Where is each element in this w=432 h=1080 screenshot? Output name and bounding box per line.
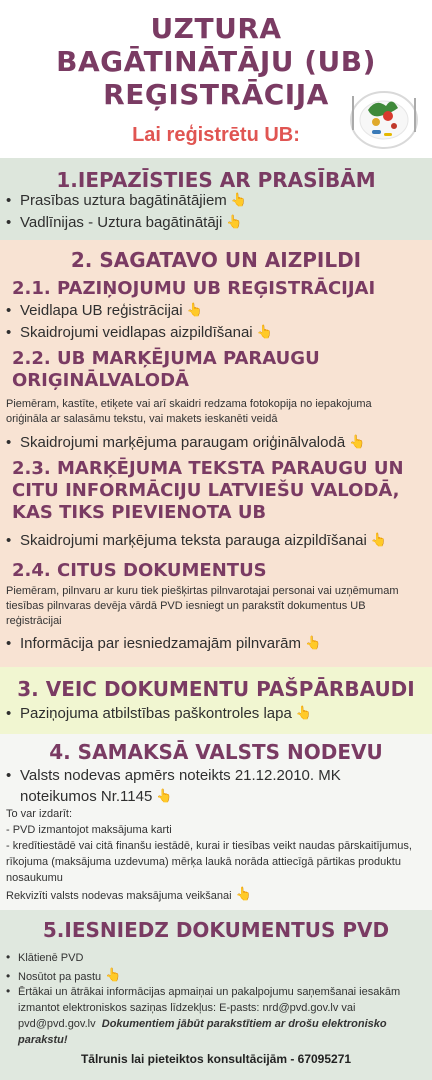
title-line: UZTURA — [150, 12, 282, 45]
bullet-dot: • — [6, 969, 11, 983]
note-text: Piemēram, kastīte, etiķete vai arī skaidri redzama fotokopija no iepakojuma oriģināla ar salasāmu tekstu, vai makets ieskanēti veidā — [6, 398, 372, 425]
list-item[interactable]: • Vadlīnijas - Uztura bagātinātāji 👆 — [6, 214, 243, 231]
subsection-heading: 2.1. PAZIŅOJUMU UB REĢISTRĀCIJAI — [12, 278, 376, 299]
section-heading: 5.IESNIEDZ DOKUMENTUS PVD — [42, 918, 390, 942]
title-line: REĢISTRĀCIJA — [103, 78, 329, 111]
phone-line: Tālrunis lai pieteiktos konsultācijām - 67095271 — [80, 1052, 352, 1066]
section-requirements — [0, 158, 432, 240]
list-item[interactable]: • Skaidrojumi veidlapas aizpildīšanai 👆 — [6, 324, 273, 341]
section-heading: 4. SAMAKSĀ VALSTS NODEVU — [49, 740, 383, 764]
pointing-hand-icon: 👆 — [235, 886, 252, 901]
section-prepare — [0, 240, 432, 667]
pointing-hand-icon: 👆 — [256, 324, 273, 339]
bullet-dot: • — [6, 434, 12, 451]
section-fee — [0, 734, 432, 910]
bullet-dot: • — [6, 984, 11, 998]
list-item: • Klātienē PVD — [6, 950, 84, 964]
subtitle: Lai reģistrētu UB: — [132, 124, 300, 146]
list-item[interactable]: • Nosūtot pa pastu 👆 — [6, 967, 122, 983]
bullet-dot: • — [6, 767, 12, 784]
bullet-dot: • — [6, 532, 12, 549]
header — [0, 0, 432, 158]
subsection-heading: 2.4. CITUS DOKUMENTUS — [12, 560, 267, 581]
payment-details-link[interactable]: Rekvizīti valsts nodevas maksājuma veikšanai 👆 — [6, 886, 252, 902]
pointing-hand-icon: 👆 — [186, 302, 203, 317]
pointing-hand-icon: 👆 — [370, 532, 388, 547]
list-item[interactable]: • Prasības uztura bagātinātājiem 👆 — [6, 192, 247, 209]
subsection-heading: 2.3. MARĶĒJUMA TEKSTA PARAUGU UN CITU INFORMĀCIJU LATVIEŠU VALODĀ, KAS TIKS PIEVIENOTA UB — [12, 458, 404, 523]
pointing-hand-icon: 👆 — [230, 192, 247, 207]
signature-requirement: Dokumentiem jābūt parakstītiem ar drošu elektronisko — [101, 1018, 387, 1030]
list-item[interactable]: • Skaidrojumi marķējuma paraugam oriģinālvalodā 👆 — [6, 434, 366, 451]
bullet-dot: • — [6, 705, 12, 722]
section-heading: 1.IEPAZĪSTIES AR PRASĪBĀM — [56, 168, 376, 192]
list-item[interactable]: • Informācija par iesniedzamajām pilnvarām 👆 — [6, 635, 322, 652]
pointing-hand-icon: 👆 — [295, 705, 313, 720]
bullet-dot: • — [6, 192, 12, 209]
bullet-dot: • — [6, 324, 12, 341]
section-heading: 3. VEIC DOKUMENTU PAŠPĀRBAUDI — [17, 677, 415, 701]
subsection-heading: 2.2. UB MARĶĒJUMA PARAUGU ORIĢINĀLVALODĀ — [12, 348, 320, 391]
payment-info: To var izdarīt: - PVD izmantojot maksājuma karti - kredītiestādē vai citā finanšu iestādē, kurai ir tiesības veikt naudas pārskaitījumus, rīkojuma (maksājuma uzdevuma) mērķa laukā norāda attiecīgā pārtikas produktu nosaukumu Rekvizīti valsts nodevas maksājuma veikšanai 👆 — [6, 806, 426, 904]
bullet-dot: • — [6, 302, 12, 319]
list-item[interactable]: • Paziņojuma atbilstības paškontroles lapa 👆 — [6, 705, 313, 722]
section-self-check — [0, 667, 432, 734]
bullet-dot: • — [6, 214, 12, 231]
pointing-hand-icon: 👆 — [226, 214, 243, 229]
section-heading: 2. SAGATAVO UN AIZPILDI — [70, 248, 362, 272]
note-text: Piemēram, pilnvaru ar kuru tiek piešķirtas pilnvarotajai personai vai uzņēmumam tiesības pilnvaras devēja vārdā PVD iesniegt un parakstīt dokumentus UB reģistrācijai — [6, 585, 399, 627]
list-item: • Ērtākai un ātrākai informācijas apmaiņai un pakalpojumu saņemšanai iesakām izmantot elektroniskos saziņas līdzekļus: E-pasts: nrd@pvd.gov.lv vai pvd@pvd.gov.lv Dokumentiem jābūt parakstītiem ar drošu elektronisko parakstu! — [6, 984, 401, 1046]
bullet-dot: • — [6, 950, 11, 964]
list-item[interactable]: • Skaidrojumi marķējuma teksta parauga aizpildīšanai 👆 — [6, 532, 388, 549]
list-item[interactable]: • Veidlapa UB reģistrācijai 👆 — [6, 302, 203, 319]
pointing-hand-icon: 👆 — [304, 635, 322, 650]
pointing-hand-icon: 👆 — [349, 434, 366, 449]
list-item[interactable]: • Valsts nodevas apmērs noteikts 21.12.2010. MK noteikumos Nr.1145 👆 — [6, 767, 341, 805]
bullet-dot: • — [6, 635, 12, 652]
section-submit — [0, 910, 432, 1080]
pointing-hand-icon: 👆 — [105, 967, 122, 982]
title-line: BAGĀTINĀTĀJU (UB) — [56, 45, 376, 78]
pointing-hand-icon: 👆 — [156, 788, 173, 803]
